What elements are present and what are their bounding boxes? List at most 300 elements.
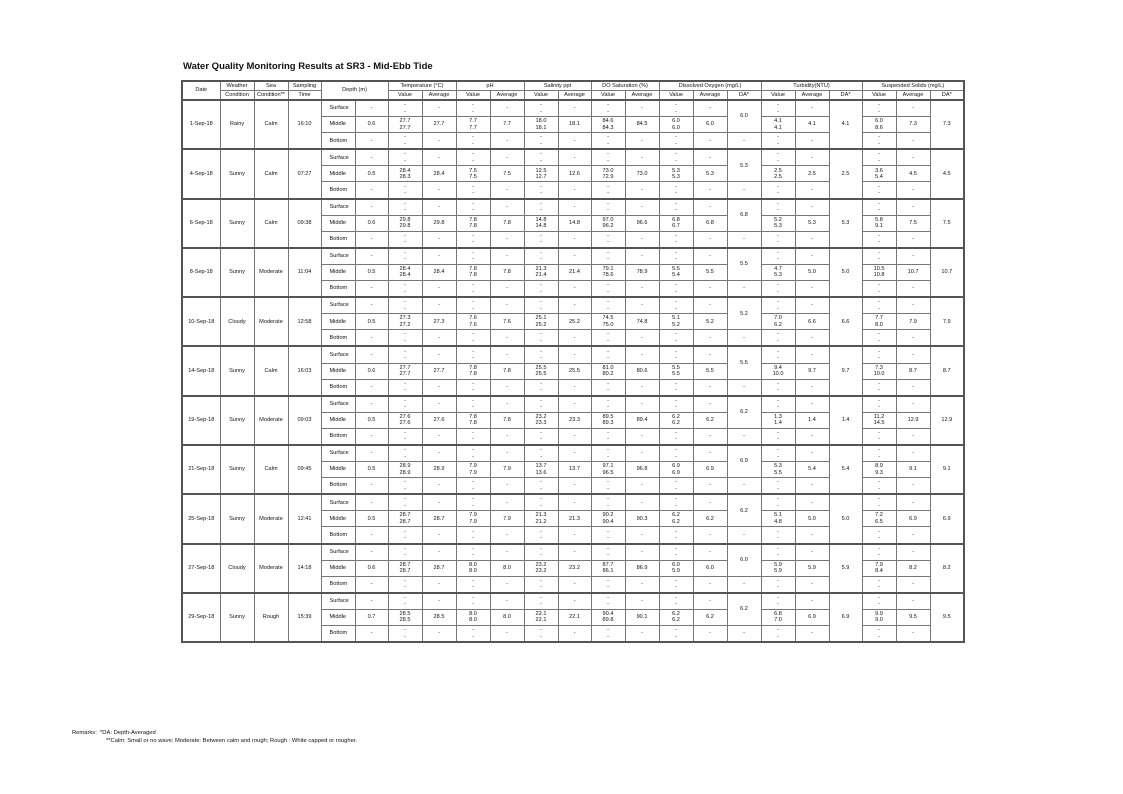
cell-value: -: [472, 404, 474, 411]
cell-value: 27.7: [399, 371, 411, 378]
cell-value: -: [472, 577, 474, 584]
temperature-values: [388, 363, 422, 379]
cell-value: -: [777, 354, 779, 361]
turbidity-average: 5.0: [795, 511, 829, 527]
salinity-values: [524, 363, 558, 379]
cell-value: -: [675, 594, 677, 601]
cell-value: -: [607, 496, 609, 503]
turbidity-values: [761, 363, 795, 379]
cell-value: -: [777, 552, 779, 559]
cell-value: -: [878, 102, 880, 109]
cell-value: -: [540, 594, 542, 601]
salinity-average: 13.7: [558, 462, 591, 478]
cell-value: -: [878, 190, 880, 197]
cell-value: -: [607, 453, 609, 460]
do-saturation-average: 90.1: [625, 609, 659, 625]
dissolved-oxygen-da: -: [727, 379, 761, 396]
suspended-solids-average: -: [896, 593, 930, 610]
cell-value: 12.7: [535, 173, 547, 180]
do-saturation-values: [591, 576, 625, 593]
cell-value: 18.0: [535, 118, 547, 125]
turbidity-average: 5.3: [795, 215, 829, 231]
ph-values: [456, 626, 490, 643]
ph-average: -: [490, 330, 524, 347]
cell-value: 7.7: [469, 124, 477, 131]
cell-value: -: [878, 545, 880, 552]
date-cell: 29-Sep-18: [182, 593, 220, 642]
cell-value: -: [607, 354, 609, 361]
cell-value: -: [777, 528, 779, 535]
salinity-average: 23.2: [558, 560, 591, 576]
cell-value: -: [607, 239, 609, 246]
temperature-average: 28.7: [422, 560, 456, 576]
cell-value: 90.2: [602, 512, 614, 519]
do-saturation-average: -: [625, 100, 659, 117]
salinity-values: [524, 346, 558, 363]
cell-value: -: [607, 594, 609, 601]
header-value: Value: [659, 91, 693, 101]
salinity-average: -: [558, 346, 591, 363]
do-saturation-average: -: [625, 297, 659, 314]
cell-value: -: [878, 453, 880, 460]
depth-value: -: [355, 593, 388, 610]
ph-average: -: [490, 133, 524, 150]
cell-value: -: [472, 157, 474, 164]
cell-value: -: [878, 601, 880, 608]
suspended-solids-da: 4.5: [930, 149, 964, 198]
dissolved-oxygen-average: -: [693, 149, 727, 166]
do-saturation-average: -: [625, 133, 659, 150]
salinity-values: [524, 527, 558, 544]
temperature-values: [388, 281, 422, 298]
cell-value: -: [878, 305, 880, 312]
depth-label: Bottom: [321, 478, 355, 495]
dissolved-oxygen-values: [659, 412, 693, 428]
cell-value: -: [675, 447, 677, 454]
suspended-solids-average: -: [896, 297, 930, 314]
page-title: Water Quality Monitoring Results at SR3 - Mid-Ebb Tide: [183, 61, 433, 72]
turbidity-average: 4.1: [795, 117, 829, 133]
salinity-average: -: [558, 149, 591, 166]
ph-values: [456, 396, 490, 413]
suspended-solids-values: [862, 379, 896, 396]
depth-value: -: [355, 149, 388, 166]
turbidity-da: 5.0: [829, 248, 862, 297]
cell-value: -: [777, 594, 779, 601]
turbidity-values: [761, 445, 795, 462]
cell-value: 4.8: [774, 518, 782, 525]
cell-value: 7.7: [469, 118, 477, 125]
cell-value: 6.2: [672, 413, 680, 420]
salinity-average: -: [558, 297, 591, 314]
ph-average: -: [490, 182, 524, 199]
salinity-average: 25.5: [558, 363, 591, 379]
cell-value: -: [404, 627, 406, 634]
dissolved-oxygen-values: [659, 445, 693, 462]
temperature-average: -: [422, 297, 456, 314]
turbidity-values: [761, 560, 795, 576]
time-cell: 11:04: [288, 248, 321, 297]
temperature-average: -: [422, 149, 456, 166]
cell-value: -: [404, 108, 406, 115]
dissolved-oxygen-values: [659, 379, 693, 396]
depth-label: Surface: [321, 544, 355, 561]
cell-value: -: [777, 157, 779, 164]
salinity-average: -: [558, 494, 591, 511]
cell-value: -: [540, 485, 542, 492]
ph-average: -: [490, 626, 524, 643]
temperature-values: [388, 330, 422, 347]
cell-value: -: [540, 239, 542, 246]
cell-value: 72.9: [602, 173, 614, 180]
header-temperature: Temperature (°C): [388, 81, 456, 91]
cell-value: -: [404, 151, 406, 158]
suspended-solids-da: 7.3: [930, 100, 964, 149]
dissolved-oxygen-values: [659, 494, 693, 511]
cell-value: -: [540, 436, 542, 443]
sea-cell: Rough: [254, 593, 288, 642]
salinity-values: [524, 133, 558, 150]
date-cell: 25-Sep-18: [182, 494, 220, 543]
cell-value: 14.5: [873, 420, 885, 427]
cell-value: -: [540, 331, 542, 338]
cell-value: -: [472, 397, 474, 404]
cell-value: -: [404, 552, 406, 559]
sea-cell: Moderate: [254, 297, 288, 346]
cell-value: -: [404, 633, 406, 640]
dissolved-oxygen-values: [659, 511, 693, 527]
temperature-values: [388, 609, 422, 625]
cell-value: 5.3: [774, 463, 782, 470]
suspended-solids-values: [862, 231, 896, 248]
cell-value: -: [878, 157, 880, 164]
suspended-solids-average: 8.7: [896, 363, 930, 379]
ph-average: 7.9: [490, 511, 524, 527]
cell-value: -: [675, 288, 677, 295]
turbidity-average: -: [795, 149, 829, 166]
cell-value: -: [878, 552, 880, 559]
do-saturation-values: [591, 248, 625, 265]
salinity-values: [524, 330, 558, 347]
cell-value: 23.2: [535, 568, 547, 575]
cell-value: 28.9: [399, 469, 411, 476]
header-value: Value: [456, 91, 490, 101]
depth-value: -: [355, 445, 388, 462]
salinity-values: [524, 149, 558, 166]
salinity-values: [524, 462, 558, 478]
turbidity-average: -: [795, 297, 829, 314]
cell-value: -: [472, 545, 474, 552]
header-suspended-solids: Suspended Solids (mg/L): [862, 81, 964, 91]
cell-value: -: [404, 200, 406, 207]
cell-value: -: [878, 633, 880, 640]
cell-value: -: [878, 299, 880, 306]
cell-value: -: [675, 140, 677, 147]
cell-value: -: [878, 331, 880, 338]
cell-value: 28.5: [399, 617, 411, 624]
salinity-values: [524, 396, 558, 413]
do-saturation-values: [591, 346, 625, 363]
cell-value: 2.5: [774, 173, 782, 180]
cell-value: -: [404, 239, 406, 246]
cell-value: -: [540, 545, 542, 552]
cell-value: 6.9: [672, 463, 680, 470]
salinity-average: 22.1: [558, 609, 591, 625]
ph-average: 8.0: [490, 609, 524, 625]
table-body: [182, 100, 964, 642]
ph-average: 7.8: [490, 215, 524, 231]
do-saturation-values: [591, 494, 625, 511]
cell-value: 8.6: [875, 124, 883, 131]
time-cell: 14:18: [288, 544, 321, 593]
cell-value: 3.6: [875, 167, 883, 174]
cell-value: -: [472, 447, 474, 454]
date-cell: 19-Sep-18: [182, 396, 220, 445]
dissolved-oxygen-values: [659, 182, 693, 199]
turbidity-values: [761, 494, 795, 511]
cell-value: 7.8: [469, 266, 477, 273]
cell-value: 81.0: [602, 364, 614, 371]
ph-values: [456, 346, 490, 363]
depth-label: Bottom: [321, 281, 355, 298]
cell-value: 96.2: [602, 223, 614, 230]
turbidity-average: -: [795, 593, 829, 610]
salinity-average: -: [558, 248, 591, 265]
remarks: [72, 729, 357, 745]
cell-value: 27.3: [399, 315, 411, 322]
header-da: DA*: [727, 91, 761, 101]
temperature-values: [388, 199, 422, 216]
cell-value: -: [404, 232, 406, 239]
depth-label: Bottom: [321, 133, 355, 150]
cell-value: -: [404, 479, 406, 486]
temperature-average: 28.4: [422, 264, 456, 280]
turbidity-values: [761, 117, 795, 133]
cell-value: 27.6: [399, 420, 411, 427]
salinity-average: -: [558, 544, 591, 561]
turbidity-average: 1.4: [795, 412, 829, 428]
dissolved-oxygen-da: -: [727, 527, 761, 544]
temperature-values: [388, 100, 422, 117]
cell-value: 5.1: [672, 315, 680, 322]
cell-value: 87.7: [602, 561, 614, 568]
cell-value: 18.1: [535, 124, 547, 131]
cell-value: -: [777, 348, 779, 355]
depth-label: Middle: [321, 166, 355, 182]
turbidity-values: [761, 576, 795, 593]
dissolved-oxygen-da: -: [727, 428, 761, 445]
weather-cell: Sunny: [220, 199, 254, 248]
salinity-average: -: [558, 478, 591, 495]
sea-cell: Calm: [254, 346, 288, 395]
dissolved-oxygen-values: [659, 314, 693, 330]
cell-value: -: [404, 282, 406, 289]
cell-value: -: [777, 502, 779, 509]
ph-average: -: [490, 346, 524, 363]
ph-average: -: [490, 149, 524, 166]
cell-value: -: [404, 190, 406, 197]
table-row: [182, 100, 964, 117]
header-sampling-bottom: Time: [288, 91, 321, 101]
depth-label: Bottom: [321, 182, 355, 199]
dissolved-oxygen-values: [659, 117, 693, 133]
cell-value: 27.7: [399, 364, 411, 371]
time-cell: 16:10: [288, 100, 321, 149]
depth-label: Bottom: [321, 527, 355, 544]
cell-value: -: [472, 633, 474, 640]
dissolved-oxygen-values: [659, 626, 693, 643]
cell-value: -: [404, 157, 406, 164]
ph-average: 7.7: [490, 117, 524, 133]
do-saturation-average: -: [625, 396, 659, 413]
cell-value: -: [472, 102, 474, 109]
depth-value: -: [355, 330, 388, 347]
do-saturation-values: [591, 215, 625, 231]
turbidity-values: [761, 527, 795, 544]
cell-value: -: [540, 256, 542, 263]
cell-value: 29.8: [399, 223, 411, 230]
salinity-values: [524, 248, 558, 265]
ph-values: [456, 527, 490, 544]
dissolved-oxygen-average: 6.8: [693, 215, 727, 231]
dissolved-oxygen-average: -: [693, 626, 727, 643]
cell-value: 9.1: [875, 223, 883, 230]
depth-label: Surface: [321, 248, 355, 265]
cell-value: -: [878, 380, 880, 387]
ph-average: 7.8: [490, 412, 524, 428]
cell-value: -: [472, 601, 474, 608]
turbidity-values: [761, 281, 795, 298]
cell-value: -: [404, 354, 406, 361]
do-saturation-average: 74.8: [625, 314, 659, 330]
cell-value: 13.7: [535, 463, 547, 470]
cell-value: -: [540, 528, 542, 535]
depth-label: Middle: [321, 363, 355, 379]
do-saturation-average: -: [625, 626, 659, 643]
cell-value: -: [777, 430, 779, 436]
cell-value: 22.1: [535, 617, 547, 624]
salinity-values: [524, 544, 558, 561]
date-cell: 6-Sep-18: [182, 199, 220, 248]
salinity-values: [524, 379, 558, 396]
cell-value: -: [540, 288, 542, 295]
date-cell: 14-Sep-18: [182, 346, 220, 395]
remarks-line2: **Calm: Small or no wave; Moderate: Between calm and rough; Rough : White capped or rougher.: [106, 738, 358, 744]
dissolved-oxygen-average: 6.2: [693, 609, 727, 625]
cell-value: -: [878, 232, 880, 239]
remarks-line1: *DA: Depth-Averaged: [100, 730, 156, 736]
cell-value: 28.7: [399, 568, 411, 575]
cell-value: 7.8: [469, 413, 477, 420]
weather-cell: Cloudy: [220, 544, 254, 593]
cell-value: -: [540, 140, 542, 147]
suspended-solids-values: [862, 445, 896, 462]
turbidity-values: [761, 264, 795, 280]
suspended-solids-average: -: [896, 445, 930, 462]
do-saturation-values: [591, 478, 625, 495]
turbidity-average: -: [795, 182, 829, 199]
cell-value: -: [777, 331, 779, 338]
turbidity-values: [761, 199, 795, 216]
cell-value: -: [540, 496, 542, 503]
cell-value: -: [675, 151, 677, 158]
cell-value: 5.3: [672, 167, 680, 174]
ph-average: -: [490, 544, 524, 561]
cell-value: -: [540, 354, 542, 361]
depth-label: Surface: [321, 494, 355, 511]
suspended-solids-values: [862, 330, 896, 347]
cell-value: -: [540, 447, 542, 454]
cell-value: -: [777, 102, 779, 109]
temperature-average: -: [422, 626, 456, 643]
cell-value: 6.9: [672, 469, 680, 476]
dissolved-oxygen-average: -: [693, 133, 727, 150]
cell-value: -: [675, 256, 677, 263]
turbidity-da: 6.6: [829, 297, 862, 346]
cell-value: -: [675, 337, 677, 344]
suspended-solids-average: -: [896, 379, 930, 396]
dissolved-oxygen-values: [659, 149, 693, 166]
table-row: [182, 445, 964, 462]
table-header: [182, 81, 964, 100]
depth-label: Surface: [321, 593, 355, 610]
cell-value: 22.1: [535, 611, 547, 618]
dissolved-oxygen-values: [659, 560, 693, 576]
do-saturation-values: [591, 199, 625, 216]
turbidity-values: [761, 396, 795, 413]
cell-value: -: [878, 528, 880, 535]
cell-value: 7.5: [469, 167, 477, 174]
depth-label: Bottom: [321, 231, 355, 248]
header-date: Date: [182, 81, 220, 100]
depth-value: 0.5: [355, 412, 388, 428]
depth-label: Surface: [321, 149, 355, 166]
suspended-solids-values: [862, 494, 896, 511]
turbidity-average: 5.0: [795, 264, 829, 280]
suspended-solids-values: [862, 396, 896, 413]
temperature-average: 27.7: [422, 363, 456, 379]
salinity-average: -: [558, 626, 591, 643]
cell-value: -: [777, 447, 779, 454]
dissolved-oxygen-average: -: [693, 396, 727, 413]
dissolved-oxygen-values: [659, 576, 693, 593]
header-value: Value: [761, 91, 795, 101]
cell-value: 6.8: [672, 216, 680, 223]
cell-value: 28.7: [399, 561, 411, 568]
suspended-solids-values: [862, 626, 896, 643]
dissolved-oxygen-average: -: [693, 527, 727, 544]
header-average: Average: [490, 91, 524, 101]
do-saturation-average: 89.4: [625, 412, 659, 428]
depth-value: -: [355, 281, 388, 298]
cell-value: 7.8: [469, 364, 477, 371]
cell-value: 10.0: [772, 371, 784, 378]
temperature-average: 28.9: [422, 462, 456, 478]
cell-value: -: [540, 134, 542, 141]
dissolved-oxygen-da: -: [727, 576, 761, 593]
header-average: Average: [693, 91, 727, 101]
cell-value: -: [404, 348, 406, 355]
temperature-values: [388, 428, 422, 445]
dissolved-oxygen-average: -: [693, 478, 727, 495]
do-saturation-values: [591, 133, 625, 150]
cell-value: 6.5: [875, 518, 883, 525]
header-value: Value: [524, 91, 558, 101]
cell-value: 7.8: [469, 371, 477, 378]
table-row: [182, 494, 964, 511]
cell-value: -: [472, 485, 474, 492]
turbidity-values: [761, 593, 795, 610]
